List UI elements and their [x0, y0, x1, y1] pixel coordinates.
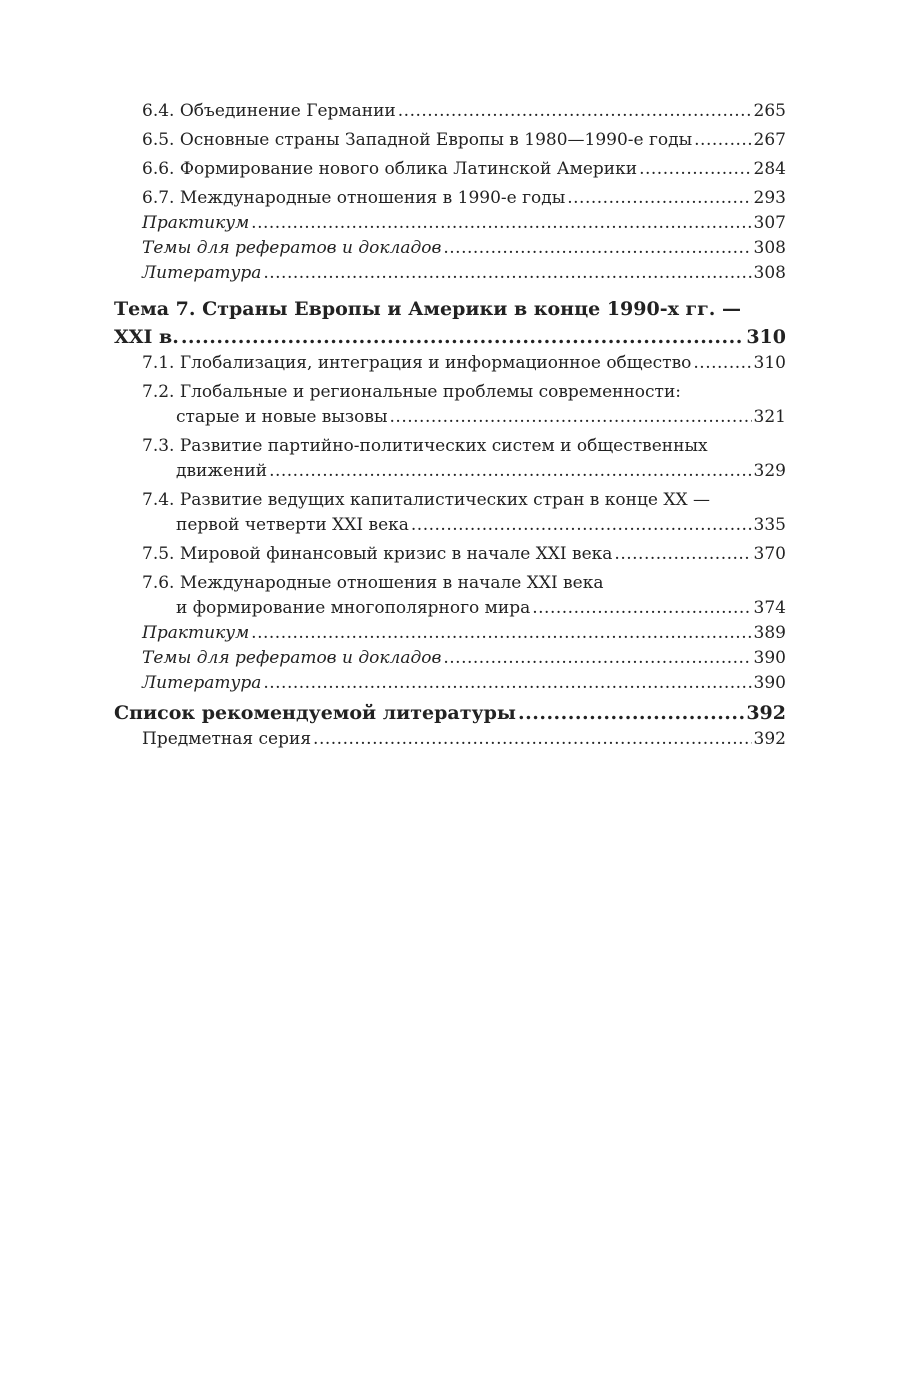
dot-leader	[251, 211, 751, 236]
toc-page-number: 389	[753, 623, 786, 643]
toc-page-number: 308	[753, 263, 786, 283]
dot-leader	[263, 261, 751, 286]
dot-leader	[567, 186, 751, 211]
toc-entry-title: Темы для рефератов и докладов	[142, 648, 442, 668]
toc-page-number: 321	[753, 407, 786, 427]
toc-entry-7-2[interactable]	[114, 405, 786, 430]
toc-entry-title: 7.1. Глобализация, интеграция и информационное общество	[142, 353, 692, 373]
dot-leader	[443, 236, 751, 261]
toc-page-number: 310	[753, 353, 786, 373]
toc-entry-title: Литература	[142, 263, 262, 283]
toc-entry-title: 6.4. Объединение Германии	[142, 101, 396, 121]
dot-leader	[443, 646, 751, 671]
toc-entry-6-4[interactable]	[114, 99, 786, 124]
toc-page-number: 392	[753, 729, 786, 749]
toc-entry-7-6-line1: 7.6. Международные отношения в начале XXI века	[142, 573, 604, 593]
toc-entry-7-topics[interactable]	[114, 646, 786, 671]
toc-entry-title: Практикум	[142, 623, 250, 643]
toc-page-number: 293	[753, 188, 786, 208]
dot-leader	[181, 323, 745, 351]
toc-entry-6-practicum[interactable]	[114, 211, 786, 236]
dot-leader	[269, 459, 751, 484]
toc-entry-title: Литература	[142, 673, 262, 693]
toc-page-number: 392	[746, 702, 786, 724]
dot-leader	[693, 351, 751, 376]
toc-entry-7-3-line1: 7.3. Развитие партийно-политических систем и общественных	[142, 436, 708, 456]
toc-page-number: 390	[753, 648, 786, 668]
toc-page-number: 374	[753, 598, 786, 618]
toc-entry-title: 6.5. Основные страны Западной Европы в 1980—1990-е годы	[142, 130, 693, 150]
table-of-contents	[114, 99, 786, 752]
toc-page-number: 335	[753, 515, 786, 535]
dot-leader	[639, 157, 751, 182]
toc-entry-6-literature[interactable]	[114, 261, 786, 286]
toc-page-number: 310	[746, 326, 786, 348]
dot-leader	[614, 542, 751, 567]
toc-entry-6-5[interactable]	[114, 128, 786, 153]
toc-page-number: 284	[753, 159, 786, 179]
toc-entry-7-3[interactable]	[114, 459, 786, 484]
toc-entry-7-practicum[interactable]	[114, 621, 786, 646]
toc-entry-7-5[interactable]	[114, 542, 786, 567]
dot-leader	[263, 671, 751, 696]
toc-entry-title: Список рекомендуемой литературы	[114, 702, 516, 724]
dot-leader	[251, 621, 751, 646]
toc-entry-title: движений	[176, 461, 268, 481]
toc-entry-7-4[interactable]	[114, 513, 786, 538]
toc-entry-subject-series[interactable]	[114, 727, 786, 752]
toc-entry-title: XXI в.	[114, 326, 179, 348]
toc-entry-title: Темы для рефератов и докладов	[142, 238, 442, 258]
toc-entry-7-6[interactable]	[114, 596, 786, 621]
toc-entry-title: старые и новые вызовы	[176, 407, 388, 427]
toc-entry-title: 6.7. Международные отношения в 1990-е годы	[142, 188, 566, 208]
toc-entry-title: 7.5. Мировой финансовый кризис в начале XXI века	[142, 544, 613, 564]
toc-entry-title: Практикум	[142, 213, 250, 233]
toc-entry-recommended-literature[interactable]	[114, 699, 786, 727]
toc-entry-6-7[interactable]	[114, 186, 786, 211]
toc-page-number: 267	[753, 130, 786, 150]
dot-leader	[532, 596, 751, 621]
toc-entry-title: первой четверти XXI века	[176, 515, 409, 535]
dot-leader	[313, 727, 752, 752]
toc-page-number: 308	[753, 238, 786, 258]
toc-page-number: 265	[753, 101, 786, 121]
toc-entry-6-6[interactable]	[114, 157, 786, 182]
topic-7-heading: Тема 7. Страны Европы и Америки в конце 1990-х гг. —	[114, 298, 742, 320]
dot-leader	[398, 99, 752, 124]
dot-leader	[694, 128, 751, 153]
toc-entry-7-4-line1: 7.4. Развитие ведущих капиталистических стран в конце XX —	[142, 490, 710, 510]
toc-entry-title: и формирование многополярного мира	[176, 598, 531, 618]
dot-leader	[390, 405, 752, 430]
toc-entry-7-literature[interactable]	[114, 671, 786, 696]
toc-page-number: 390	[753, 673, 786, 693]
dot-leader	[411, 513, 752, 538]
toc-entry-6-topics[interactable]	[114, 236, 786, 261]
toc-entry-7-1[interactable]	[114, 351, 786, 376]
toc-entry-7-2-line1: 7.2. Глобальные и региональные проблемы современности:	[142, 382, 682, 402]
toc-entry-topic-7[interactable]	[114, 323, 786, 351]
toc-entry-title: 6.6. Формирование нового облика Латинской Америки	[142, 159, 638, 179]
toc-page-number: 370	[753, 544, 786, 564]
toc-entry-title: Предметная серия	[142, 729, 312, 749]
toc-page-number: 329	[753, 461, 786, 481]
toc-page-number: 307	[753, 213, 786, 233]
dot-leader	[518, 699, 744, 727]
